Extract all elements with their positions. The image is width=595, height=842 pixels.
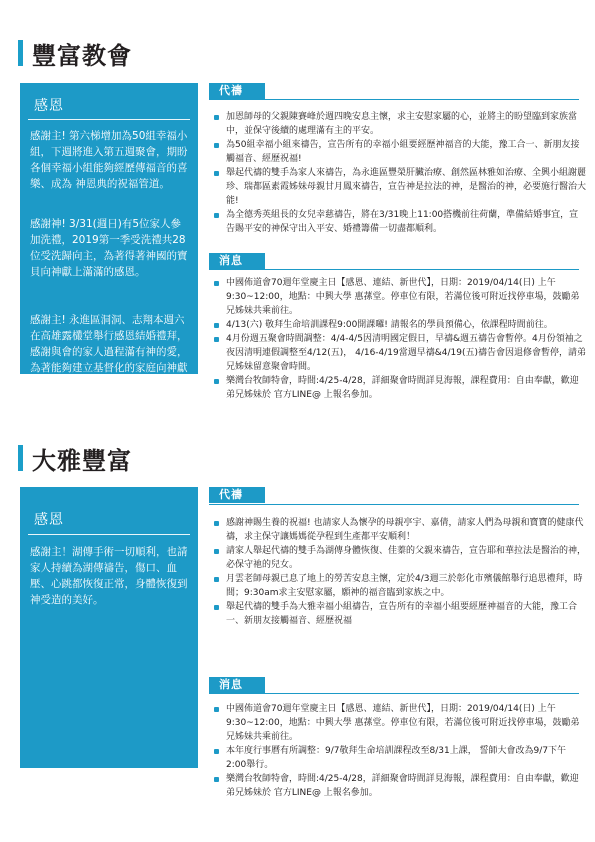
intercession-list: [212, 110, 586, 236]
list-item: 請家人舉起代禱的雙手為湖傳身體恢復、佳蓁的父親來禱告，宣告耶和華拉法是醫治的神，必保守祂的兒女。: [212, 544, 586, 572]
list-item: 中國佈道會70週年堂慶主日【感恩、連結、新世代】，日期：2019/04/14(日) 上午9:30~12:00，地點：中興大學 惠蓀堂。停車位有限，若滿位後可附近找停車場，鼓勵弟兄姊妹共乘前往。: [212, 702, 586, 744]
section-divider: [209, 99, 579, 100]
news-tag: 消息: [209, 253, 265, 269]
intercession-tag: 代禱: [209, 83, 265, 99]
list-item: 樂灣台牧師特會，時間:4/25-4/28，詳細聚會時間詳見海報，課程費用：自由奉獻，歡迎弟兄姊妹於 官方LINE@ 上報名參加。: [212, 772, 586, 800]
news-list: [212, 276, 586, 402]
list-item: 加恩師母的父親陳賽峰於週四晚安息主懷，求主安慰家屬的心，並將主的盼望臨到家族當中，並保守後續的處理滿有主的平安。: [212, 110, 586, 138]
list-item: 本年度行事曆有所調整：9/7敬拜生命培訓課程改至8/31上課， 誓師大會改為9/7下午2:00舉行。: [212, 744, 586, 772]
list-item: 感謝神賜生養的祝福! 也請家人為懷孕的母親亭宇、嘉倩，請家人們為母親和寶寶的健康代禱，求主保守讓媽媽從孕程到生產都平安順利！: [212, 516, 586, 544]
news-list: [212, 702, 586, 800]
panel-divider: [28, 534, 190, 535]
intercession-list: [212, 516, 586, 628]
list-item: 為50組幸福小組來禱告，宣告所有的幸福小組要經歷神福音的大能，豫工合一、新朋友接觸福音、經歷祝福!: [212, 138, 586, 166]
list-item: 4月份週五聚會時間調整：4/4-4/5因清明國定假日，早禱&週五禱告會暫停。4月份領袖之夜因清明連假調整至4/12(五)， 4/16-4/19當週早禱&4/19(五)禱告會因退修會暫停，請弟兄姊妹留意聚會時間。: [212, 332, 586, 374]
section-divider: [209, 693, 579, 694]
list-item: 4/13(六) 敬拜生命培訓課程9:00開課囉! 請報名的學員預備心，依課程時間前往。: [212, 318, 586, 332]
list-item: 樂灣台牧師特會，時間:4/25-4/28，詳細聚會時間詳見海報，課程費用：自由奉獻，歡迎弟兄姊妹於 官方LINE@ 上報名參加。: [212, 374, 586, 402]
list-item: 舉起代禱的雙手為家人來禱告，為永進區豐榮肝臟治療、創然區林雅如治療、全興小組謝麗珍、瑞都區素霞姊妹母親甘月鳳來禱告，宣告神是拉法的神，是醫治的神，必要施行醫治大能!: [212, 166, 586, 208]
church-name: 大雅豐富: [32, 447, 132, 475]
panel-paragraph: 感謝主! 永進區洞洞、志翔本週六在高雄露欉堂舉行感恩結婚禮拜，感謝與會的家人過程滿有神的愛，為著能夠建立基督化的家庭向神獻上感恩。: [30, 314, 188, 390]
list-item: 月雲老師母親已息了地上的勞苦安息主懷，定於4/3週三於彰化市殯儀館舉行追思禮拜，時間；9:30am求主安慰家屬，願神的福音臨到家族之中。: [212, 572, 586, 600]
panel-title: 感恩: [34, 98, 64, 114]
thanksgiving-panel: [20, 487, 198, 768]
list-item: 舉起代禱的雙手為大雅幸福小組禱告，宣告所有的幸福小組要經歷神福音的大能，豫工合一、新朋友接觸福音、經歷祝福: [212, 600, 586, 628]
thanksgiving-panel: [20, 83, 198, 390]
panel-title: 感恩: [34, 512, 64, 528]
heading-accent-bar: [18, 445, 23, 471]
panel-paragraph: 感謝神! 3/31(週日)有5位家人參加洗禮，2019第一季受洗禮共28位受洗歸向主，為著得著神國的寶貝向神獻上滿滿的感恩。: [30, 218, 188, 278]
news-tag: 消息: [209, 677, 265, 693]
church-name: 豐富教會: [32, 42, 132, 70]
list-item: 中國佈道會70週年堂慶主日【感恩、連結、新世代】，日期：2019/04/14(日) 上午9:30~12:00，地點：中興大學 惠蓀堂。停車位有限，若滿位後可附近找停車場，鼓勵弟兄姊妹共乘前往。: [212, 276, 586, 318]
section-divider: [209, 504, 579, 505]
panel-paragraph: 感謝主！湖傳手術一切順利，也請家人持續為湖傳禱告，傷口、血壓、心跳都恢復正常，身體恢復到神受造的美好。: [30, 546, 188, 606]
panel-paragraph: 感謝主! 第六梯增加為50組幸福小組，下週將進入第五週聚會，期盼各個幸福小組能夠經歷傳福音的喜樂、成為 神恩典的祝福管道。: [30, 130, 188, 190]
panel-divider: [28, 119, 190, 120]
heading-accent-bar: [18, 40, 23, 66]
list-item: 為全德秀英組長的女兒幸慈禱告，將在3/31晚上11:00搭機前往荷蘭，準備結婚事宜，宣告賜平安的神保守出入平安、婚禮籌備一切盡都順利。: [212, 208, 586, 236]
section-divider: [209, 269, 579, 270]
intercession-tag: 代禱: [209, 487, 265, 503]
